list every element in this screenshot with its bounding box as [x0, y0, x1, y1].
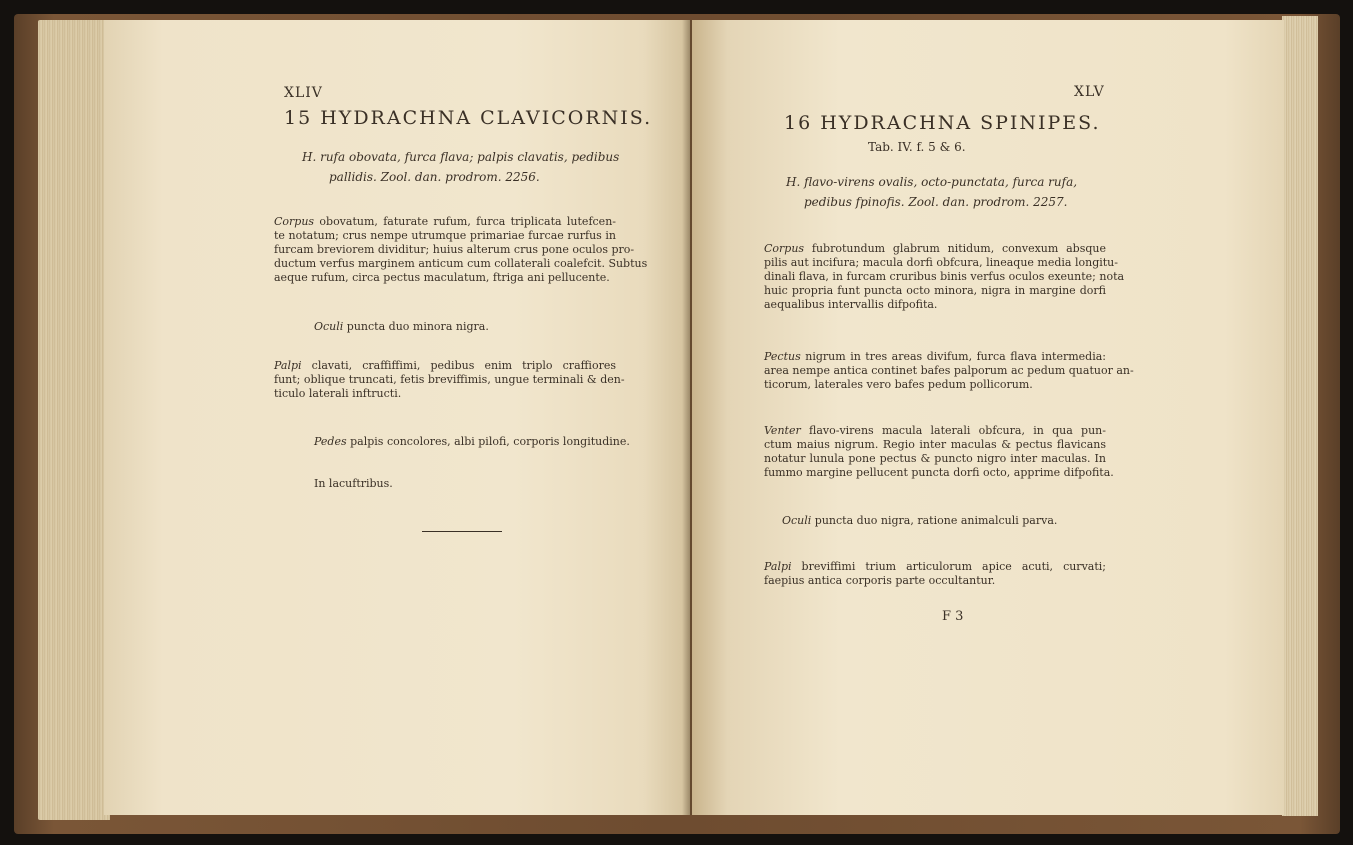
plate-reference: Tab. IV. f. 5 & 6. — [868, 140, 966, 154]
left-page — [104, 20, 690, 815]
paragraph-habitat-left: In lacuftribus. — [314, 477, 393, 490]
paragraph-corpus-right: Corpus fubrotundum glabrum nitidum, convexum absque pilis aut incifura; macula dorfi obfcura, lineaque media longitu- dinali flava, in furcam cruribus binis verfus oculos exeunte; nota huic propria funt puncta octo minora, nigra in margine dorfi aequalibus intervallis difpofita. — [764, 242, 1125, 311]
paragraph-venter-right: Venter flavo-virens macula laterali obfcura, in qua pun- ctum maius nigrum. Regio inter maculas & pectus flavicans notatur lunula pone pectus & puncto nigro inter maculas. In fummo margine pellucent puncta dorfi octo, apprime difpofita. — [764, 424, 1114, 479]
paragraph-oculi-right: Oculi puncta duo nigra, ratione animalculi parva. — [782, 514, 1058, 527]
paragraph-palpi-right: Palpi breviffimi trium articulorum apice acuti, curvati; faepius antica corporis parte occultantur. — [764, 560, 1106, 587]
signature-mark: F 3 — [942, 609, 964, 624]
paragraph-corpus-left: Corpus obovatum, faturate rufum, furca triplicata lutefcen- te notatum; crus nempe utrumque primariae furcae rurfus in furcam breviorem dividitur; huius alterum crus pone oculos pro- ductum verfus marginem anticum cum collaterali coalefcit. Subtus aeque rufum, circa pectus maculatum, ftriga ani pellucente. — [274, 215, 648, 284]
paragraph-pedes-left: Pedes palpis concolores, albi pilofi, corporis longitudine. — [314, 435, 630, 448]
species-title-left: 15 HYDRACHNA CLAVICORNIS. — [284, 107, 653, 129]
paragraph-pectus-right: Pectus nigrum in tres areas divifum, furca flava intermedia: area nempe antica continet bafes palporum ac pedum quatuor an- ticorum, laterales vero bafes pedum pollicorum. — [764, 350, 1134, 391]
diagnosis-line-1-left: H. rufa obovata, furca flava; palpis clavatis, pedibus — [302, 150, 620, 164]
diagnosis-line-2-right: pedibus fpinofis. Zool. dan. prodrom. 2257. — [804, 195, 1068, 209]
page-number-right: XLV — [1074, 84, 1105, 100]
paragraph-oculi-left: Oculi puncta duo minora nigra. — [314, 320, 489, 333]
end-rule — [422, 531, 502, 532]
right-page — [692, 20, 1284, 815]
page-edges-left — [38, 20, 110, 820]
lead-word: Corpus — [274, 215, 315, 228]
paragraph-palpi-left: Palpi clavati, craffiffimi, pedibus enim triplo craffiores funt; oblique truncati, fetis breviffimis, ungue terminali & den- ticulo laterali inftructi. — [274, 359, 625, 400]
diagnosis-line-1-right: H. flavo-virens ovalis, octo-punctata, furca rufa, — [786, 175, 1078, 189]
diagnosis-line-2-left: pallidis. Zool. dan. prodrom. 2256. — [329, 170, 540, 184]
page-edges-right — [1282, 16, 1318, 816]
page-number-left: XLIV — [284, 85, 323, 101]
species-title-right: 16 HYDRACHNA SPINIPES. — [784, 112, 1101, 134]
